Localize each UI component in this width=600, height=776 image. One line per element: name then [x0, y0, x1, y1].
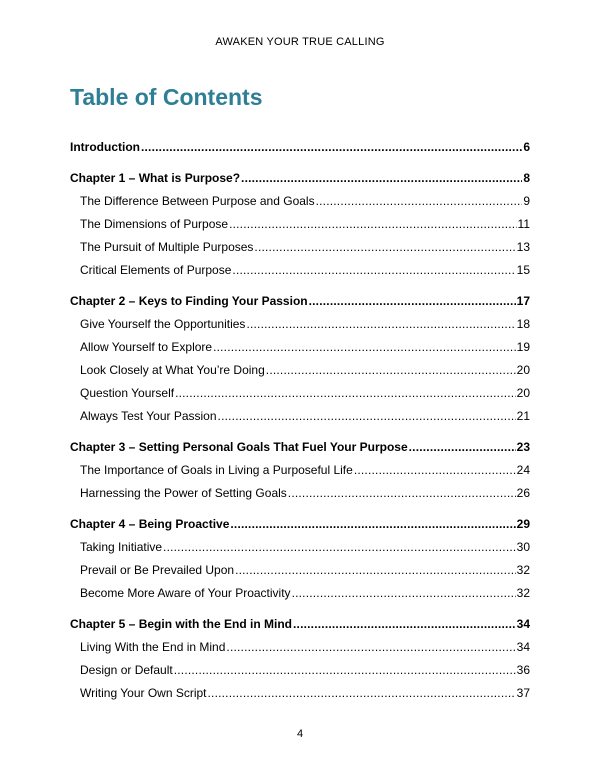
toc-entry-page: 13 — [516, 240, 530, 254]
dot-leader — [163, 539, 516, 555]
toc-entry-page: 32 — [516, 563, 530, 577]
dot-leader — [254, 239, 515, 255]
toc-entry-label: Always Test Your Passion — [80, 409, 217, 423]
dot-leader — [226, 639, 515, 655]
toc-entry-page: 30 — [516, 540, 530, 554]
toc-entry-section[interactable] — [70, 462, 530, 485]
toc-entry-page: 37 — [516, 686, 530, 700]
dot-leader — [288, 485, 516, 501]
toc-entry-label: Chapter 5 – Begin with the End in Mind — [70, 617, 293, 631]
toc-entry-page: 20 — [516, 363, 530, 377]
toc-entry-page: 23 — [516, 440, 530, 454]
toc-entry-label: Question Yourself — [80, 386, 175, 400]
dot-leader — [241, 170, 522, 186]
dot-leader — [292, 585, 516, 601]
dot-leader — [293, 616, 516, 632]
table-of-contents — [70, 139, 530, 708]
toc-entry-label: The Difference Between Purpose and Goals — [80, 194, 315, 208]
toc-entry-page: 18 — [516, 317, 530, 331]
toc-entry-label: Introduction — [70, 140, 140, 154]
toc-entry-label: Chapter 2 – Keys to Finding Your Passion — [70, 294, 308, 308]
toc-entry-chapter-2[interactable] — [70, 293, 530, 316]
toc-entry-chapter-1[interactable] — [70, 170, 530, 193]
toc-entry-section[interactable] — [70, 662, 530, 685]
toc-entry-label: Living With the End in Mind — [80, 640, 226, 654]
dot-leader — [230, 516, 515, 532]
toc-entry-section[interactable] — [70, 262, 530, 285]
toc-entry-label: Give Yourself the Opportunities — [80, 317, 246, 331]
toc-entry-page: 6 — [523, 140, 530, 154]
dot-leader — [213, 339, 516, 355]
toc-entry-label: The Pursuit of Multiple Purposes — [80, 240, 254, 254]
toc-entry-label: Chapter 3 – Setting Personal Goals That Fuel Your Purpose — [70, 440, 408, 454]
toc-entry-page: 24 — [516, 463, 530, 477]
toc-entry-label: Chapter 1 – What is Purpose? — [70, 171, 241, 185]
toc-entry-page: 32 — [516, 586, 530, 600]
running-header: AWAKEN YOUR TRUE CALLING — [215, 36, 385, 48]
toc-entry-page: 34 — [516, 617, 530, 631]
toc-entry-label: Look Closely at What You’re Doing — [80, 363, 265, 377]
toc-entry-chapter-4[interactable] — [70, 516, 530, 539]
toc-entry-page: 17 — [516, 294, 530, 308]
toc-entry-label: Prevail or Be Prevailed Upon — [80, 563, 235, 577]
toc-entry-label: Become More Aware of Your Proactivity — [80, 586, 291, 600]
dot-leader — [266, 362, 516, 378]
toc-entry-section[interactable] — [70, 193, 530, 216]
toc-entry-page: 21 — [516, 409, 530, 423]
toc-entry-section[interactable] — [70, 539, 530, 562]
dot-leader — [174, 662, 516, 678]
page-number: 4 — [296, 728, 304, 740]
dot-leader — [208, 685, 516, 701]
dot-leader — [309, 293, 516, 309]
toc-entry-section[interactable] — [70, 239, 530, 262]
toc-entry-section[interactable] — [70, 639, 530, 662]
toc-entry-label: Writing Your Own Script — [80, 686, 207, 700]
toc-entry-section[interactable] — [70, 316, 530, 339]
toc-entry-page: 26 — [516, 486, 530, 500]
dot-leader — [409, 439, 516, 455]
toc-entry-chapter-5[interactable] — [70, 616, 530, 639]
toc-entry-page: 34 — [516, 640, 530, 654]
toc-entry-section[interactable] — [70, 408, 530, 431]
toc-entry-chapter-3[interactable] — [70, 439, 530, 462]
dot-leader — [229, 216, 516, 232]
toc-entry-page: 36 — [516, 663, 530, 677]
dot-leader — [354, 462, 516, 478]
page-title: Table of Contents — [70, 84, 263, 110]
dot-leader — [218, 408, 516, 424]
toc-entry-page: 8 — [523, 171, 530, 185]
toc-entry-section[interactable] — [70, 216, 530, 239]
toc-entry-page: 29 — [516, 517, 530, 531]
toc-entry-introduction[interactable] — [70, 139, 530, 162]
toc-entry-section[interactable] — [70, 585, 530, 608]
dot-leader — [316, 193, 523, 209]
toc-entry-page: 15 — [516, 263, 530, 277]
toc-entry-page: 9 — [523, 194, 530, 208]
toc-entry-section[interactable] — [70, 362, 530, 385]
dot-leader — [246, 316, 515, 332]
toc-entry-label: Allow Yourself to Explore — [80, 340, 213, 354]
toc-entry-section[interactable] — [70, 385, 530, 408]
toc-entry-section[interactable] — [70, 339, 530, 362]
toc-entry-label: The Importance of Goals in Living a Purposeful Life — [80, 463, 353, 477]
toc-entry-label: The Dimensions of Purpose — [80, 217, 229, 231]
dot-leader — [141, 139, 522, 155]
toc-entry-label: Design or Default — [80, 663, 173, 677]
toc-entry-label: Harnessing the Power of Setting Goals — [80, 486, 287, 500]
toc-entry-label: Taking Initiative — [80, 540, 163, 554]
toc-entry-page: 20 — [516, 386, 530, 400]
toc-entry-page: 19 — [516, 340, 530, 354]
dot-leader — [232, 262, 515, 278]
toc-entry-label: Critical Elements of Purpose — [80, 263, 232, 277]
toc-entry-label: Chapter 4 – Being Proactive — [70, 517, 230, 531]
dot-leader — [175, 385, 516, 401]
toc-entry-section[interactable] — [70, 485, 530, 508]
toc-entry-page: 11 — [517, 217, 530, 231]
dot-leader — [235, 562, 516, 578]
toc-entry-section[interactable] — [70, 685, 530, 708]
toc-entry-section[interactable] — [70, 562, 530, 585]
